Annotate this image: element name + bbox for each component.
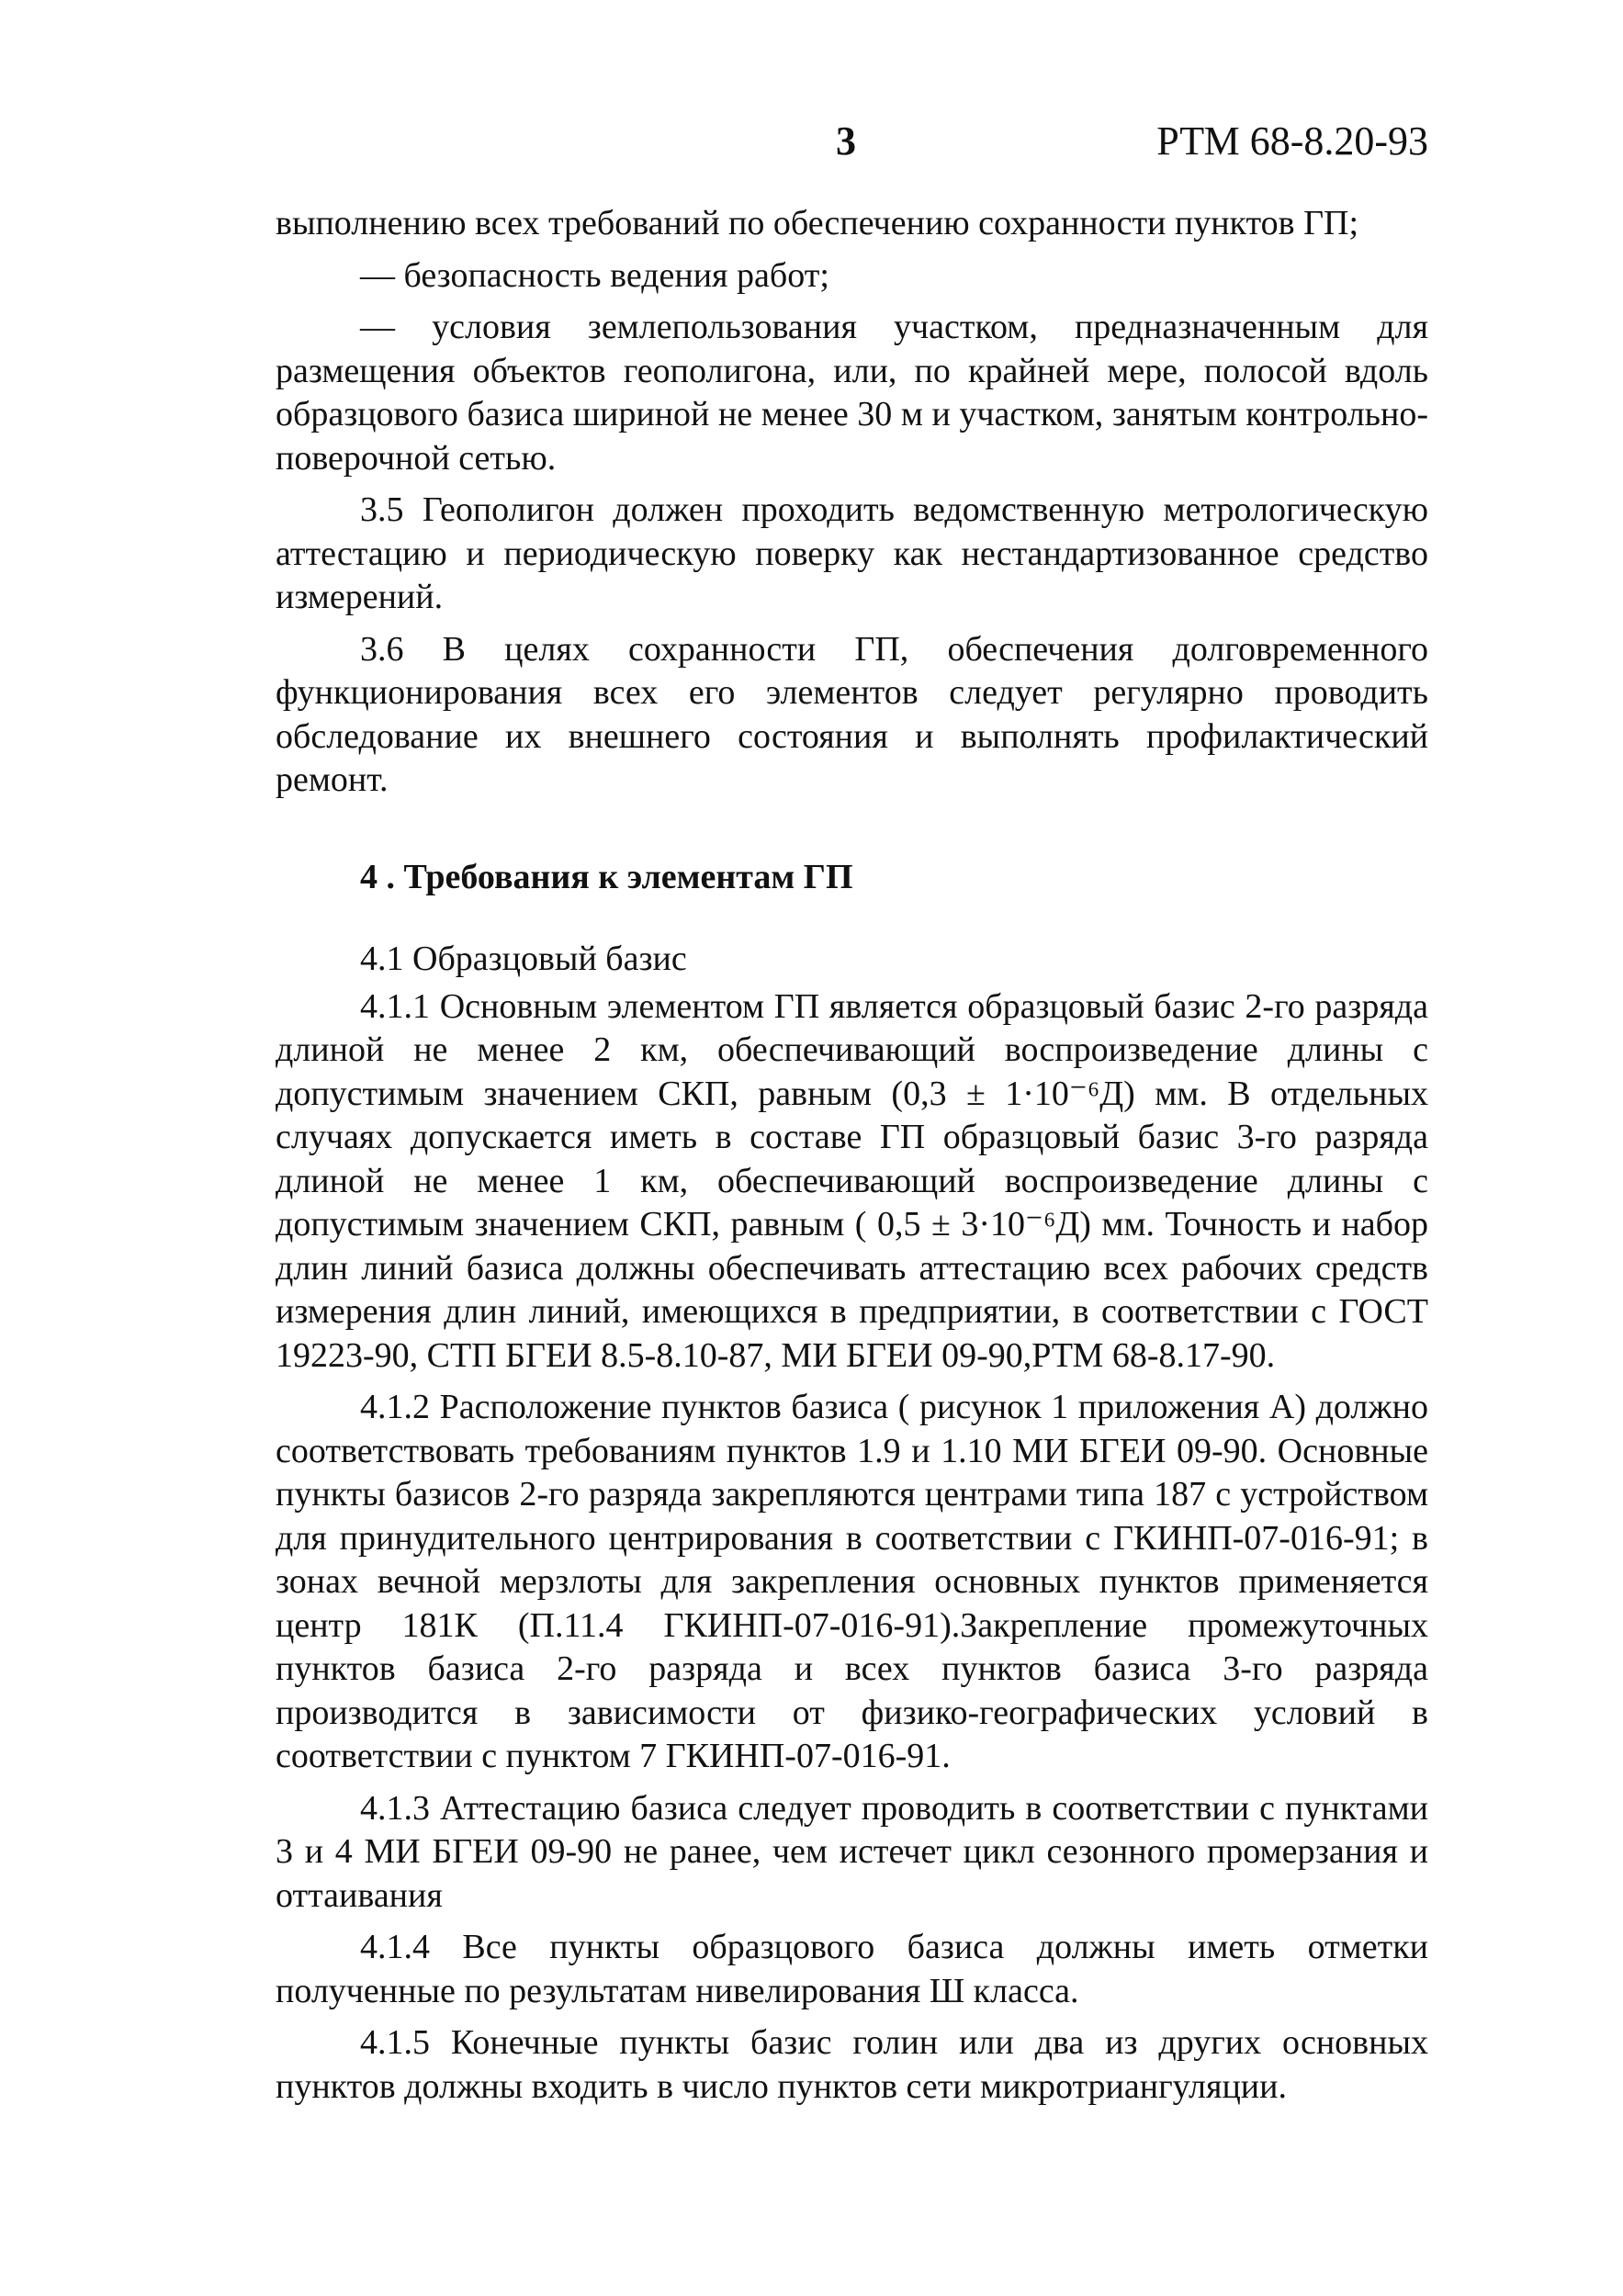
page-header <box>276 118 1428 169</box>
paragraph-4-1-4: 4.1.4 Все пункты образцового базиса должны иметь отметки полученные по результатам нивелирования Ш класса. <box>276 1928 1428 2010</box>
paragraph-4-1-5: 4.1.5 Конечные пункты базис голин или два из других основных пунктов должны входить в число пунктов сети микротриангуляции. <box>276 2023 1428 2106</box>
paragraph-4-1-2: 4.1.2 Расположение пунктов базиса ( рисунок 1 приложения А) должно соответствовать требованиям пунктов 1.9 и 1.10 МИ БГЕИ 09-90. Основные пункты базисов 2-го разряда закрепляются центрами типа 187 с устройством для принудительного центрирования в соответствии с ГКИНП-07-016-91; в зонах вечной мерзлоты для закрепления основных пунктов применяется центр 181К (П.11.4 ГКИНП-07-016-91).Закрепление промежуточных пунктов базиса 2-го разряда и всех пунктов базиса 3-го разряда производится в зависимости от физико-географических условий в соответствии с пунктом 7 ГКИНП-07-016-91. <box>276 1388 1428 1775</box>
paragraph-4-1-3: 4.1.3 Аттестацию базиса следует проводить в соответствии с пунктами 3 и 4 МИ БГЕИ 09-90 не ранее, чем истечет цикл сезонного промерзания и оттаивания <box>276 1788 1428 1915</box>
paragraph-4-1-1: 4.1.1 Основным элементом ГП является образцовый базис 2-го разряда длиной не менее 2 км, обеспечивающий воспроизведение длины с допустимым значением СКП, равным (0,3 ± 1·10⁻⁶Д) мм. В отдельных случаях допускается иметь в составе ГП образцовый базис 3-го разряда длиной не менее 1 км, обеспечивающий воспроизведение длины с допустимым значением СКП, равным ( 0,5 ± 3·10⁻⁶Д) мм. Точность и набор длин линий базиса должны обеспечивать аттестацию всех рабочих средств измерения длин линий, имеющихся в предприятии, в соответствии с ГОСТ 19223-90, СТП БГЕИ 8.5-8.10-87, МИ БГЕИ 09-90,РТМ 68-8.17-90. <box>276 986 1428 1375</box>
paragraph-3-5: 3.5 Геополигон должен проходить ведомственную метрологическую аттестацию и периодическую поверку как нестандартизованное средство измерений. <box>276 490 1428 616</box>
paragraph-continuation: выполнению всех требований по обеспечению сохранности пунктов ГП; <box>276 204 1359 242</box>
document-code: РТМ 68-8.20-93 <box>1156 118 1428 163</box>
page-number: 3 <box>836 118 856 163</box>
paragraph-3-6: 3.6 В целях сохранности ГП, обеспечения долговременного функционирования всех его элементов следует регулярно проводить обследование их внешнего состояния и выполнять профилактический ремонт. <box>276 629 1428 799</box>
list-item-safety: — безопасность ведения работ; <box>360 255 829 295</box>
list-item-land-use: — условия землепользования участком, предназначенным для размещения объектов геополигона, или, по крайней мере, полосой вдоль образцового базиса шириной не менее 30 м и участком, занятым контрольно-поверочной сетью. <box>276 308 1428 478</box>
subsection-4-1-title: 4.1 Образцовый базис <box>360 940 687 978</box>
section-4-heading: 4 . Требования к элементам ГП <box>360 857 853 896</box>
body-text <box>276 202 1428 2117</box>
